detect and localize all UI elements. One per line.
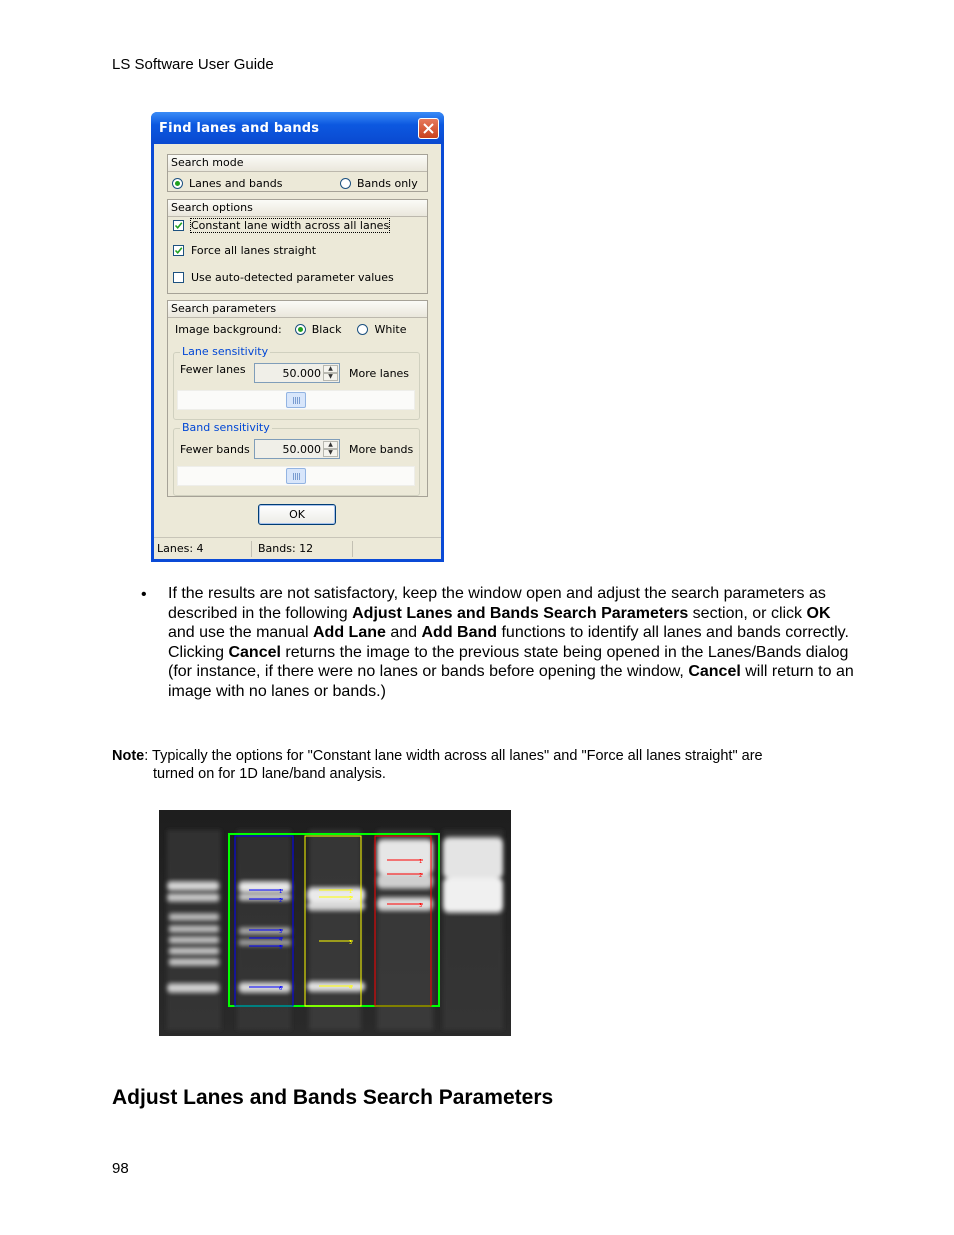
band-sensitivity-legend: Band sensitivity [182,421,270,434]
spin-up-icon[interactable]: ▲ [323,441,338,449]
lane-sensitivity-fieldset [173,345,420,420]
fewer-bands-label: Fewer bands [180,443,250,456]
para-text: will return to an image with no lanes or bands.) [168,663,854,700]
force-straight-checkbox[interactable] [173,245,184,256]
lane-sensitivity-spinner[interactable] [323,365,338,381]
gel-image [159,810,511,1036]
lane-sensitivity-legend: Lane sensitivity [182,345,269,358]
auto-detected-checkbox[interactable] [173,272,184,283]
lanes-and-bands-radio[interactable] [172,178,183,189]
note-line-2: turned on for 1D lane/band analysis. [153,766,386,782]
status-bar [154,537,441,560]
find-lanes-and-bands-dialog [151,112,444,562]
white-label: White [374,323,407,336]
image-background-row [175,323,406,336]
bands-only-radio[interactable] [340,178,351,189]
para-text: functions to identify all lanes and bands correctly. Clicking [168,624,849,661]
para-text: section, or click [688,604,807,622]
constant-width-label: Constant lane width across all lanes [191,219,390,232]
search-options-group [167,199,428,294]
band-label: 3 [349,940,353,946]
lane-sensitivity-slider[interactable] [177,390,415,410]
black-radio[interactable] [295,324,306,335]
para-bold: Add Band [421,624,498,642]
band-label: 2 [279,898,283,904]
bands-only-label: Bands only [357,177,418,190]
band-label: 2 [349,896,353,902]
band-sensitivity-value[interactable]: 50.000 [282,443,321,456]
checkmark-icon [174,221,183,230]
lanes-and-bands-option[interactable] [172,177,282,190]
dialog-title: Find lanes and bands [159,121,320,136]
lane-sensitivity-spinbox[interactable] [254,363,340,383]
spin-up-icon[interactable]: ▲ [323,365,338,373]
search-options-heading: Search options [168,200,427,217]
para-text: returns the image to the previous state being opened in the Lanes/Bands dialog (for instance, if there were no lanes or bands before opening the window, [168,643,849,681]
band-label: 3 [279,929,283,935]
band-label: 1 [279,889,283,895]
band-label: 6 [279,986,283,992]
note-label: Note [112,748,145,764]
lane-sensitivity-value[interactable]: 50.000 [282,367,321,380]
dialog-titlebar[interactable] [151,112,444,144]
bands-count: Bands: 12 [258,542,314,555]
close-button[interactable] [418,118,439,139]
gel-lanes [167,830,503,1030]
bullet-paragraph [168,584,858,702]
para-text: If the results are not satisfactory, keep the window open and adjust the search parameters as described in the following [168,585,826,622]
band-sensitivity-spinbox[interactable] [254,439,340,459]
para-text: and use the manual [168,624,313,642]
note-line-1: : Typically the options for "Constant lane width across all lanes" and "Force all lanes straight" are [144,748,763,764]
note [112,747,832,783]
band-label: 4 [279,937,283,943]
more-bands-label: More bands [349,443,414,456]
para-text: and [385,624,422,642]
lane-sensitivity-thumb[interactable] [286,392,306,408]
band-sensitivity-fieldset [173,421,420,496]
bullet-marker: • [141,586,147,603]
auto-detected-option[interactable] [173,271,394,284]
band-sensitivity-spinner[interactable] [323,441,338,457]
band-label: 5 [279,945,283,951]
image-background-label: Image background: [175,323,282,336]
ok-button[interactable]: OK [258,504,336,525]
para-bold: Cancel [688,663,741,681]
spin-down-icon[interactable]: ▼ [323,373,338,381]
status-divider [251,541,252,557]
page-number: 98 [112,1160,129,1177]
band-label: 3 [419,903,423,909]
close-icon [423,123,434,134]
force-straight-option[interactable] [173,244,316,257]
band-label: 1 [349,889,353,895]
constant-width-checkbox[interactable] [173,220,184,231]
section-heading: Adjust Lanes and Bands Search Parameters [112,1086,554,1109]
band-label: 4 [349,985,353,991]
search-mode-heading: Search mode [168,155,427,172]
force-straight-label: Force all lanes straight [191,244,317,257]
constant-width-option[interactable] [173,219,389,232]
band-sensitivity-thumb[interactable] [286,468,306,484]
fewer-lanes-label: Fewer lanes [180,363,246,376]
band-sensitivity-slider[interactable] [177,466,415,486]
more-lanes-label: More lanes [349,367,410,380]
lanes-count: Lanes: 4 [157,542,204,555]
search-parameters-group [167,300,428,497]
status-divider [352,541,353,557]
band-label: 2 [419,873,423,879]
lanes-and-bands-label: Lanes and bands [189,177,283,190]
auto-detected-label: Use auto-detected parameter values [191,271,394,284]
bands-only-option[interactable] [340,177,418,190]
spin-down-icon[interactable]: ▼ [323,449,338,457]
para-bold: Add Lane [313,624,386,642]
black-label: Black [311,323,342,336]
checkmark-icon [174,246,183,255]
running-header: LS Software User Guide [112,56,274,73]
para-bold: OK [806,604,831,622]
para-bold: Cancel [228,643,281,661]
para-bold-link: Adjust Lanes and Bands Search Parameters [352,604,689,622]
band-label: 1 [419,859,423,865]
dialog-client-area [154,144,441,559]
search-mode-group [167,154,428,192]
white-radio[interactable] [357,324,368,335]
search-parameters-heading: Search parameters [168,301,427,318]
